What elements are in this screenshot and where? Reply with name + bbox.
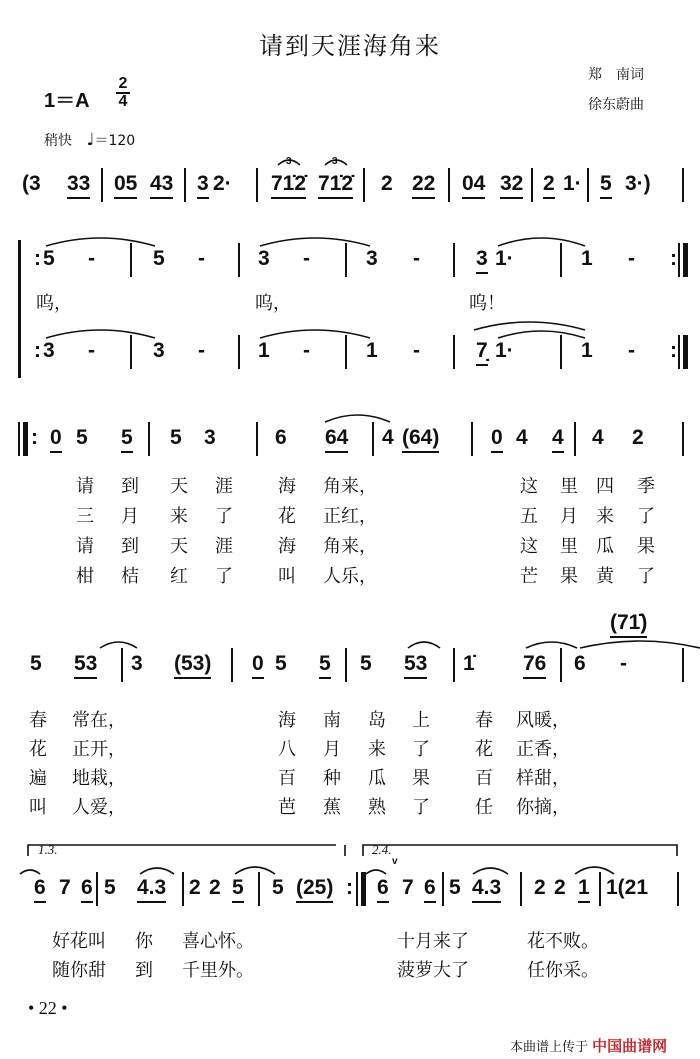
lyric: 了 [412,739,430,760]
lyric: 五 [520,506,538,527]
lyric: 菠萝大了 [397,960,469,981]
lyric: 里 [560,536,578,557]
lyric: 果 [637,536,655,557]
lyric: 常在， [72,710,126,731]
note: 2 [189,876,201,899]
lyric: 百 [475,768,493,789]
note: (64) [402,426,439,453]
slur [100,642,137,648]
slur [580,641,700,648]
lyric: 风暖， [516,710,570,731]
lyric: 海 [278,476,296,497]
note: 2· [213,172,232,195]
lyric: 你摘， [516,797,570,818]
note: 3·) [625,172,651,195]
note: 5 [104,876,116,899]
lyric: 海 [278,536,296,557]
note: 2 [209,876,221,899]
note: 7 [59,876,71,899]
lyric: 涯 [215,476,233,497]
note: 71̇2̇ [271,172,306,199]
lyric: 人爱， [72,797,126,818]
lyric: 好花叫 [52,931,106,952]
slur [325,160,347,165]
lyric: 正香， [516,739,570,760]
note: 7 [402,876,414,899]
lyric: 到 [121,476,139,497]
lyric: 来 [368,739,386,760]
slur [408,642,440,648]
slur [235,867,275,874]
volta-bracket-1 [28,845,336,856]
note: 7̣ [476,339,488,366]
lyric: 到 [135,960,153,981]
lyric: 芒 [520,566,538,587]
tempo-value: ＝120 [94,133,136,149]
note: 5 [170,426,182,449]
lyric: 花 [278,506,296,527]
tempo-term: 稍快 [44,133,72,149]
lyric: 岛 [368,710,386,731]
note: 6 [275,426,287,449]
lyric: 季 [637,476,655,497]
note: 43 [150,172,173,199]
note: 6 [574,652,586,675]
note: 2 [632,426,644,449]
lyric: 千里外。 [182,960,254,981]
repeat-sign: : [34,339,41,362]
note: 3 [197,172,209,199]
quarter-note-icon: ♩ [86,130,95,150]
note: 71̇2̇ [318,172,353,199]
slur [526,642,577,648]
lyric: 芭 [278,797,296,818]
repeat-sign: : [670,247,677,270]
slur [46,238,155,246]
note: 5 [43,247,55,270]
note: - [198,247,205,270]
note: 4 [516,426,528,449]
note: - [413,339,420,362]
lyric: 春 [475,710,493,731]
slur [20,870,40,874]
note: - [88,247,95,270]
note: 1 [366,339,378,362]
lyric: 熟 [368,797,386,818]
lyric: 花 [29,739,47,760]
composer: 徐东蔚曲 [588,97,644,113]
note: 1 [578,876,590,903]
note: - [88,339,95,362]
note: 3 [43,339,55,362]
lyric: 黄 [596,566,614,587]
footer-text: 本曲谱上传于 [510,1040,589,1055]
note: 3 [131,652,143,675]
note: 6 [34,876,46,903]
lyric: 八 [278,739,296,760]
note: 3 [476,247,488,274]
volta-label: 1.3. [38,842,58,857]
note: 22 [412,172,435,199]
lyric: 这 [520,476,538,497]
note: 64 [325,426,348,453]
lyric: 正开， [72,739,126,760]
note: 1 [581,247,593,270]
repeat-sign: : [34,247,41,270]
note: 4 [592,426,604,449]
lyric: 月 [121,506,139,527]
lyric: 三 [76,506,94,527]
triplet-mark: 3 [286,156,292,167]
note: 4.3 [472,876,501,903]
note: 6 [81,876,93,903]
note: 4 [382,426,394,449]
note: 1(21 [606,876,649,899]
note: 3 [153,339,165,362]
slur [278,160,300,165]
lyric: 百 [278,768,296,789]
note: 0 [50,426,62,453]
lyric: 叫 [278,566,296,587]
note: 5 [319,652,331,679]
note: 2 [534,876,546,899]
note: 1 [258,339,270,362]
note: 0 [491,426,503,453]
note: 5 [275,652,287,675]
note: 2 [543,172,555,199]
slur [260,238,370,246]
note: 5 [30,652,42,675]
lyric: 人乐， [323,566,377,587]
note: 5 [360,652,372,675]
note: 5 [232,876,244,903]
lyric: 到 [121,536,139,557]
note: - [303,247,310,270]
note: 05 [114,172,137,199]
lyric: 你 [135,931,153,952]
slur [325,415,390,422]
note: 5 [76,426,88,449]
lyric: 了 [637,566,655,587]
lyric: 桔 [121,566,139,587]
lyricist: 郑 南词 [588,67,644,83]
lyric: 果 [560,566,578,587]
slur [140,868,174,874]
lyric: 种 [323,768,341,789]
note: 2 [381,172,393,195]
lyric: 蕉 [323,797,341,818]
note: 1 [581,339,593,362]
slur [473,868,508,874]
note: - [628,339,635,362]
note: 76 [523,652,546,679]
song-title: 请到天涯海角来 [259,32,441,60]
note: 3 [258,247,270,270]
repeat-sign: : [670,339,677,362]
note: 2 [554,876,566,899]
lyric: 南 [323,710,341,731]
note: - [303,339,310,362]
note: 32 [500,172,523,199]
slur [575,867,614,874]
lyric: 了 [215,506,233,527]
lyric: 来 [596,506,614,527]
slur [474,322,585,330]
lyric: 呜！ [469,293,505,314]
lyric: 请 [76,536,94,557]
lyric: 来 [170,506,188,527]
note: 5 [121,426,133,453]
lyric: 叫 [29,797,47,818]
lyric: 花 [475,739,493,760]
lyric: 海 [278,710,296,731]
note: (3 [22,172,41,195]
volta-bracket-2 [363,845,677,856]
lyric: 上 [412,710,430,731]
note: (53) [174,652,211,679]
page-number: • 22 • [28,998,68,1018]
lyric: 柑 [76,566,94,587]
note: - [413,247,420,270]
lyric: 正红， [323,506,377,527]
note: 0 [252,652,264,679]
volta-label: 2.4. [372,842,392,857]
lyric: 天 [170,476,188,497]
repeat-sign: : [31,426,38,449]
note: 5 [153,247,165,270]
lyric: 任你采。 [527,960,599,981]
lyric: 遍 [29,768,47,789]
note: 1̇ [463,652,475,675]
lyric: 角来， [323,476,377,497]
slur [46,330,155,338]
lyric: 涯 [215,536,233,557]
lyric: 天 [170,536,188,557]
lyric: 花不败。 [527,931,599,952]
note: (25) [296,876,333,903]
note: 6 [377,876,389,903]
time-signature-bottom: 4 [116,92,130,110]
lyric: 四 [596,476,614,497]
lyric: 春 [29,710,47,731]
note: - [198,339,205,362]
slur [498,238,585,246]
note: 4 [552,426,564,453]
lyric: 月 [323,739,341,760]
time-signature-top: 2 [118,75,128,92]
note: 53 [404,652,427,679]
lyric: 样甜， [516,768,570,789]
lyric: 喜心怀。 [182,931,254,952]
repeat-sign: : [346,876,353,899]
site-logo: 中国曲谱网 [592,1037,668,1055]
lyric: 月 [560,506,578,527]
lyric: 角来， [323,536,377,557]
slur [498,331,585,338]
lyric: 地栽， [72,768,126,789]
lyric: 了 [412,797,430,818]
note: 53 [74,652,97,679]
breath-mark: v [392,856,398,867]
lyric: 呜， [36,293,72,314]
lyric: 这 [520,536,538,557]
triplet-mark: 3 [332,156,338,167]
lyric: 呜， [255,293,291,314]
lyric: 十月来了 [397,931,469,952]
note: 04 [462,172,485,199]
note: 5 [449,876,461,899]
key-signature: 1＝A [44,90,90,112]
note: - [620,652,627,675]
note: 5 [272,876,284,899]
lyric: 里 [560,476,578,497]
lyric: 红 [170,566,188,587]
note-group: (71̇) [610,611,647,638]
note: 5 [600,172,612,199]
lyric: 随你甜 [52,960,106,981]
footer [510,1035,667,1056]
note: 1· [495,339,514,362]
note: 4.3 [137,876,166,903]
slur [366,870,386,874]
note: 6 [424,876,436,903]
lyric: 任 [475,797,493,818]
lyric: 请 [76,476,94,497]
slur [260,330,370,338]
lyric: 果 [412,768,430,789]
note: 3 [366,247,378,270]
lyric: 瓜 [368,768,386,789]
lyric: 瓜 [596,536,614,557]
note: 1· [563,172,582,195]
note: 33 [67,172,90,199]
note: - [628,247,635,270]
lyric: 了 [637,506,655,527]
note: 3 [204,426,216,449]
lyric: 了 [215,566,233,587]
note: 1· [495,247,514,270]
